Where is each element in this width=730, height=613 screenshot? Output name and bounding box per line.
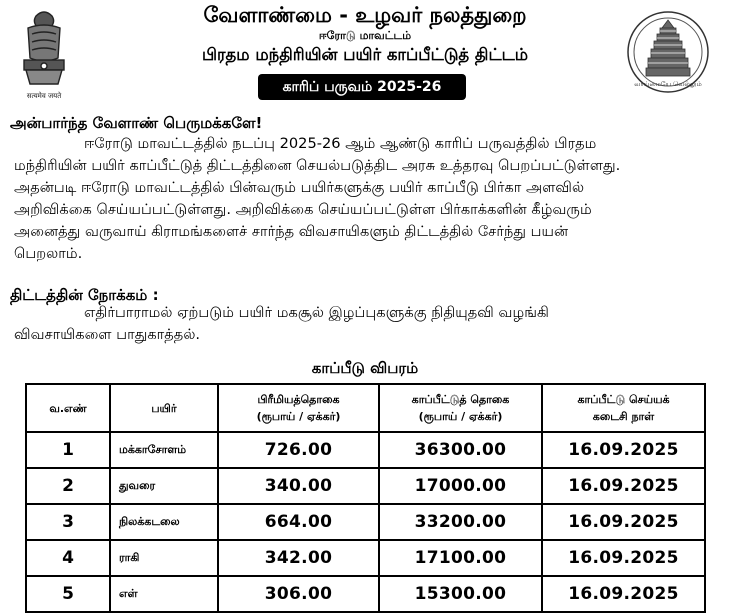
header-premium: பிரீமியத்தொகை (ரூபாய் / ஏக்கர்)	[218, 384, 379, 432]
objective-heading: திட்டத்தின் நோக்கம் :	[10, 286, 159, 304]
intro-paragraph	[14, 133, 720, 265]
cell-sno: 2	[26, 468, 110, 504]
objective-line: எதிர்பாராமல் ஏற்படும் பயிர் மகசூல் இழப்புகளுக்கு நிதியுதவி வழங்கி	[84, 304, 550, 321]
cell-last-date: 16.09.2025	[542, 432, 705, 468]
cell-sum-insured: 15300.00	[379, 576, 542, 612]
cell-crop: மக்காசோளம்	[110, 432, 218, 468]
paragraph-line: ஈரோடு மாவட்டத்தில் நடப்பு 2025-26 ஆம் ஆண்டு காரிப் பருவத்தில் பிரதம	[84, 135, 597, 152]
cell-premium: 306.00	[218, 576, 379, 612]
header-last-date: காப்பீட்டு செய்யக் கடைசி நாள்	[542, 384, 705, 432]
paragraph-line: அறிவிக்கை செய்யப்பட்டுள்ளது. அறிவிக்கை செய்யப்பட்டுள்ள பிர்காக்களின் கீழ்வரும்	[14, 201, 592, 218]
cell-premium: 342.00	[218, 540, 379, 576]
cell-sno: 4	[26, 540, 110, 576]
header-sum-insured: காப்பீட்டுத் தொகை (ரூபாய் / ஏக்கர்)	[379, 384, 542, 432]
cell-crop: ராகி	[110, 540, 218, 576]
cell-sum-insured: 17000.00	[379, 468, 542, 504]
table-row	[26, 504, 705, 540]
cell-sno: 1	[26, 432, 110, 468]
cell-last-date: 16.09.2025	[542, 576, 705, 612]
cell-sno: 5	[26, 576, 110, 612]
paragraph-line: அதன்படி ஈரோடு மாவட்டத்தில் பின்வரும் பயிர்களுக்கு பயிர் காப்பீடு பிர்கா அளவில்	[14, 179, 585, 196]
table-header-row	[26, 384, 705, 432]
cell-crop: நிலக்கடலை	[110, 504, 218, 540]
table-row	[26, 540, 705, 576]
paragraph-line: அனைத்து வருவாய் கிராமங்களைச் சார்ந்த விவசாயிகளும் திட்டத்தில் சேர்ந்து பயன்	[14, 223, 569, 240]
header-sno: வ.எண்	[26, 384, 110, 432]
paragraph-line: பெறலாம்.	[14, 245, 83, 262]
cell-last-date: 16.09.2025	[542, 468, 705, 504]
objective-line: விவசாயிகளை பாதுகாத்தல்.	[14, 326, 201, 343]
cell-premium: 726.00	[218, 432, 379, 468]
cell-premium: 340.00	[218, 468, 379, 504]
table-row	[26, 432, 705, 468]
insurance-table	[25, 383, 706, 613]
paragraph-line: மந்திரியின் பயிர் காப்பீட்டுத் திட்டத்தினை செயல்படுத்திட அரசு உத்தரவு பெறப்பட்டுள்ளது.	[14, 157, 621, 174]
emblem-left-caption: सत्यमेव जयते	[26, 92, 62, 100]
objective-text	[14, 302, 720, 346]
department-title: வேளாண்மை - உழவர் நலத்துறை	[203, 3, 527, 27]
scheme-title: பிரதம மந்திரியின் பயிர் காப்பீட்டுத் திட்டம்	[201, 45, 528, 64]
cell-last-date: 16.09.2025	[542, 504, 705, 540]
emblem-right-caption: வாய்மையே வெல்லும்	[634, 80, 702, 88]
cell-crop: எள்	[110, 576, 218, 612]
cell-sno: 3	[26, 504, 110, 540]
cell-premium: 664.00	[218, 504, 379, 540]
cell-last-date: 16.09.2025	[542, 540, 705, 576]
table-row	[26, 468, 705, 504]
table-row	[26, 576, 705, 612]
district-name: ஈரோடு மாவட்டம்	[318, 29, 412, 42]
table-title: காப்பீடு விபரம்	[311, 359, 419, 377]
season-badge: காரிப் பருவம் 2025-26	[258, 74, 466, 100]
header-crop: பயிர்	[110, 384, 218, 432]
cell-sum-insured: 36300.00	[379, 432, 542, 468]
cell-crop: துவரை	[110, 468, 218, 504]
cell-sum-insured: 33200.00	[379, 504, 542, 540]
greeting: அன்பார்ந்த வேளாண் பெருமக்களே!	[10, 114, 263, 132]
cell-sum-insured: 17100.00	[379, 540, 542, 576]
